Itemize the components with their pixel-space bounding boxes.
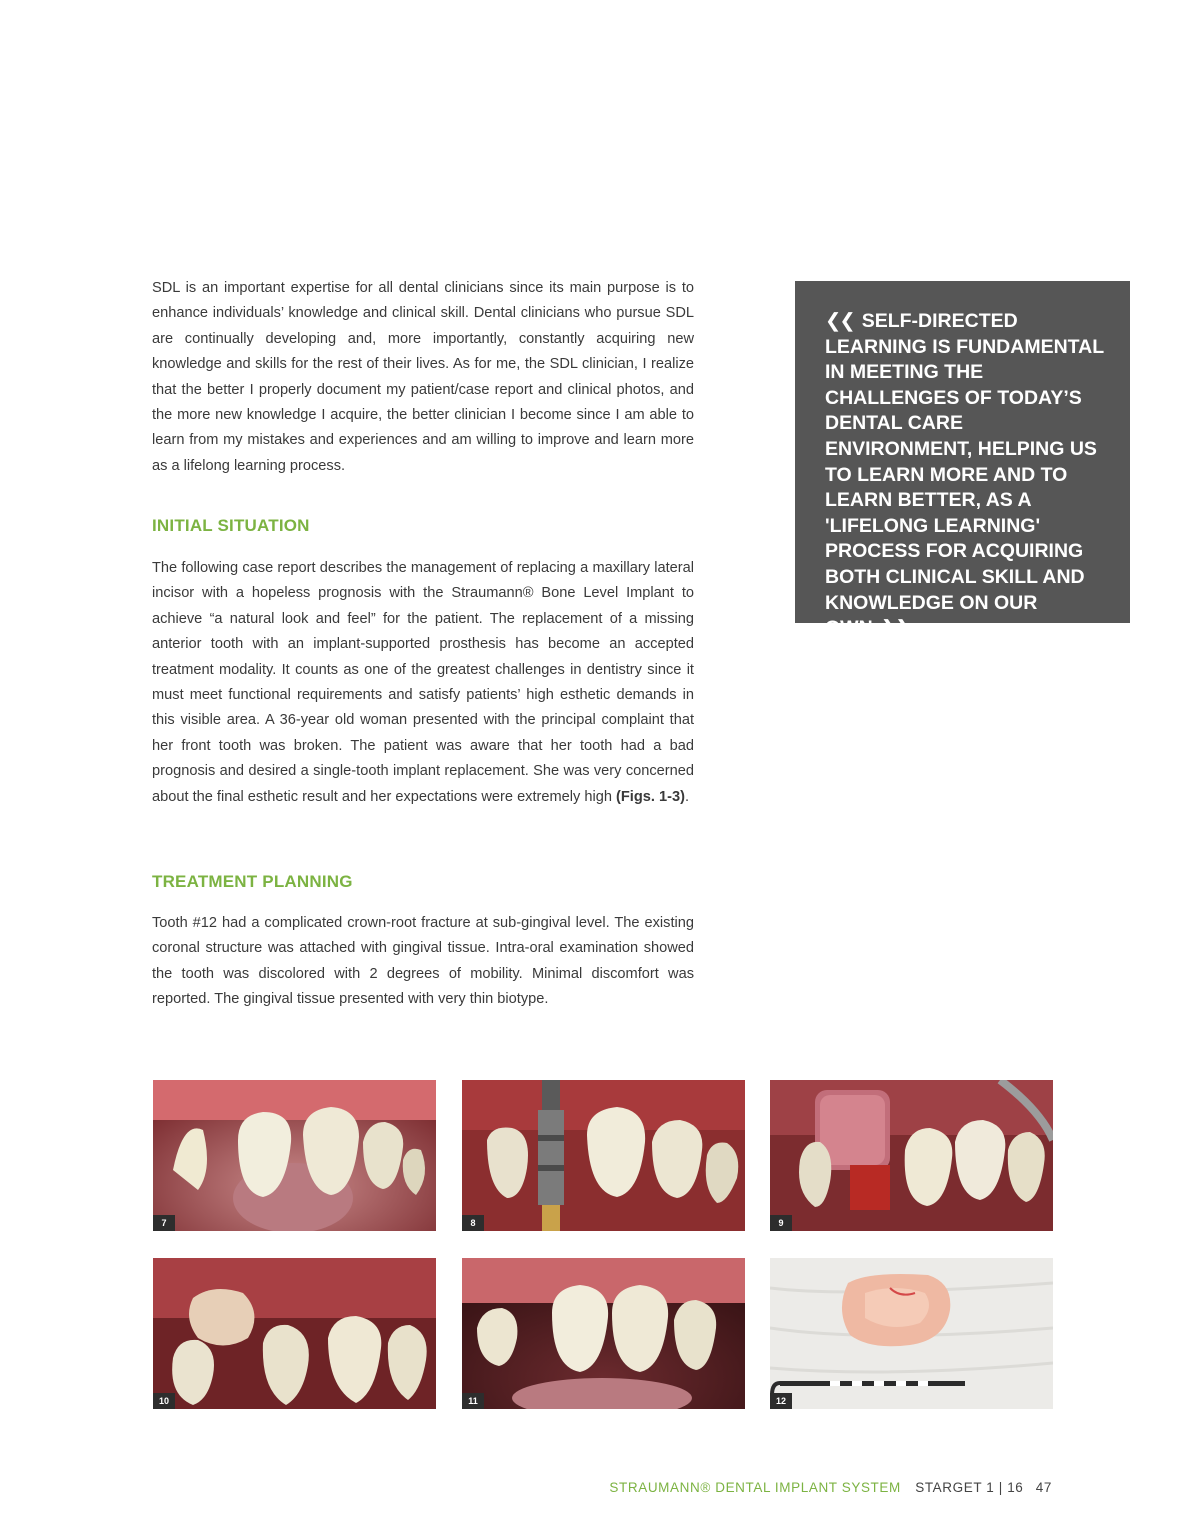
intro-paragraph: SDL is an important expertise for all dental clinicians since its main purpose is to enhance individuals’ knowledge and clinical skill. Dental clinicians who pursue SDL are continually developing and, more importantly, constantly acquiring new knowledge and skills for the rest of their lives. As for me, the SDL clinician, I realize that the better I properly document my patient/case report and clinical photos, and the more new knowledge I acquire, the better clinician I become since I am able to learn from my mistakes and experiences and am willing to improve and learn more as a lifelong learning process.	[152, 280, 694, 474]
dental-photo-harvested-tissue-icon	[770, 1258, 1053, 1409]
close-quote-icon: ❯❯	[880, 617, 910, 640]
figure-11	[462, 1258, 745, 1409]
dental-photo-implant-placement-icon	[462, 1080, 745, 1231]
pull-quote	[825, 309, 1110, 642]
pull-quote-text: SELF-DIRECTED LEARNING IS FUNDAMENTAL IN MEETING THE CHALLENGES OF TODAY’S DENTAL CARE ENVIRONMENT, HELPING US TO LEARN MORE AND TO LEARN BETTER, AS A 'LIFELONG LEARNING' PROCESS FOR ACQUIRING BOTH CLINICAL SKILL AND KNOWLEDGE ON OUR OWN	[825, 310, 1104, 640]
figure-number: 9	[770, 1215, 792, 1231]
dental-photo-anterior-teeth-icon	[153, 1080, 436, 1231]
figure-number: 7	[153, 1215, 175, 1231]
footer-brand: STRAUMANN® DENTAL IMPLANT SYSTEM	[609, 1480, 901, 1495]
initial-situation-paragraph	[152, 556, 694, 810]
treatment-planning-paragraph: Tooth #12 had a complicated crown-root fracture at sub-gingival level. The existing coronal structure was attached with gingival tissue. Intra-oral examination showed the tooth was discolored with 2 degrees of mobility. Minimal discomfort was reported. The gingival tissue presented with very thin biotype.	[152, 915, 694, 1008]
figure-number: 8	[462, 1215, 484, 1231]
initial-situation-text: The following case report describes the management of replacing a maxillary lateral incisor with a hopeless prognosis with the Straumann® Bone Level Implant to achieve “a natural look and feel” for the patient. The replacement of a missing anterior tooth with an implant-supported prosthesis has become an accepted treatment modality. It counts as one of the greatest challenges in dentistry since it must meet functional requirements and satisfy patients’ high esthetic demands in this visible area. A 36-year old woman presented with the principal complaint that her front tooth was broken. The patient was aware that her tooth had a bad prognosis and desired a single-tooth implant replacement. She was very concerned about the final esthetic result and her expectations were extremely high	[152, 560, 694, 805]
figure-9	[770, 1080, 1053, 1231]
heading-initial-situation: INITIAL SITUATION	[152, 516, 310, 535]
figure-reference: (Figs. 1-3)	[616, 788, 685, 805]
figure-number: 11	[462, 1393, 484, 1409]
figure-number: 12	[770, 1393, 792, 1409]
figure-8	[462, 1080, 745, 1231]
figure-7	[153, 1080, 436, 1231]
figure-12	[770, 1258, 1053, 1409]
page-number: 47	[1035, 1480, 1052, 1495]
page-footer	[609, 1480, 1052, 1495]
dental-photo-missing-tooth-icon	[462, 1258, 745, 1409]
pull-quote-box	[795, 281, 1130, 640]
dental-photo-bone-graft-icon	[770, 1080, 1053, 1231]
figure-number: 10	[153, 1393, 175, 1409]
open-quote-icon: ❮❮	[825, 310, 854, 332]
initial-situation-end: .	[684, 788, 690, 805]
figure-10	[153, 1258, 436, 1409]
heading-treatment-planning: TREATMENT PLANNING	[152, 872, 353, 891]
footer-issue: STARGET 1 | 16	[915, 1480, 1024, 1495]
dental-photo-tissue-graft-icon	[153, 1258, 436, 1409]
